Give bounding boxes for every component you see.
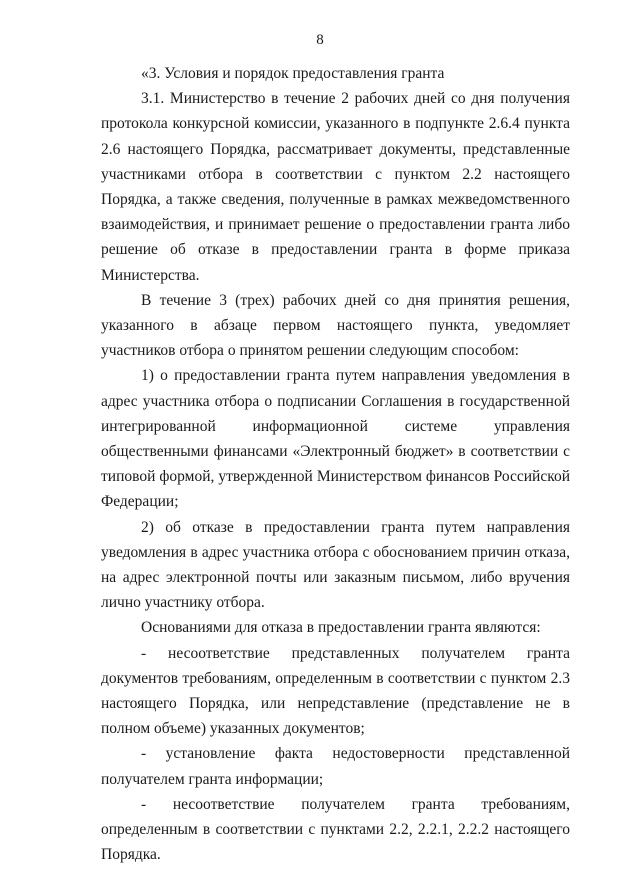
page-number: 8 — [316, 32, 324, 48]
paragraph-notification: В течение 3 (трех) рабочих дней со дня принятия решения, указанного в абзаце первом настоящего пункта, уведомляет участников отбора о принятом решении следующим способом: — [101, 291, 570, 360]
document-body — [101, 61, 570, 868]
list-item-1: 1) о предоставлении гранта путем направления уведомления в адрес участника отбора о подписании Соглашения в государственной интегрированной информационной системе управления общественными финансами «Электронный бюджет» в соответствии с типовой формой, утвержденной Министерством финансов Российской Федерации; — [101, 367, 570, 511]
refusal-grounds-heading: Основаниями для отказа в предоставлении гранта являются: — [141, 619, 541, 637]
paragraph-3-1: 3.1. Министерство в течение 2 рабочих дней со дня получения протокола конкурсной комиссии, указанного в подпункте 2.6.4 пункта 2.6 настоящего Порядка, рассматривает документы, представленные участниками отбора в соответствии с пунктом 2.2 настоящего Порядка, а также сведения, полученные в рамках межведомственного взаимодействия, и принимает решение о предоставлении гранта либо решение об отказе в предоставлении гранта в форме приказа Министерства. — [101, 90, 570, 284]
refusal-ground-2: - установление факта недостоверности представленной получателем гранта информации; — [101, 745, 570, 788]
list-item-2: 2) об отказе в предоставлении гранта путем направления уведомления в адрес участника отбора с обоснованием причин отказа, на адрес электронной почты или заказным письмом, либо вручения лично участнику отбора. — [101, 518, 570, 612]
refusal-ground-1: - несоответствие представленных получателем гранта документов требованиям, определенным в соответствии с пунктом 2.3 настоящего Порядка, или непредставление (представление не в полном объеме) указанных документов; — [101, 644, 570, 738]
refusal-ground-3: - несоответствие получателем гранта требованиям, определенным в соответствии с пунктами 2.2, 2.2.1, 2.2.2 настоящего Порядка. — [101, 795, 570, 864]
section-heading: «3. Условия и порядок предоставления гранта — [141, 65, 445, 82]
